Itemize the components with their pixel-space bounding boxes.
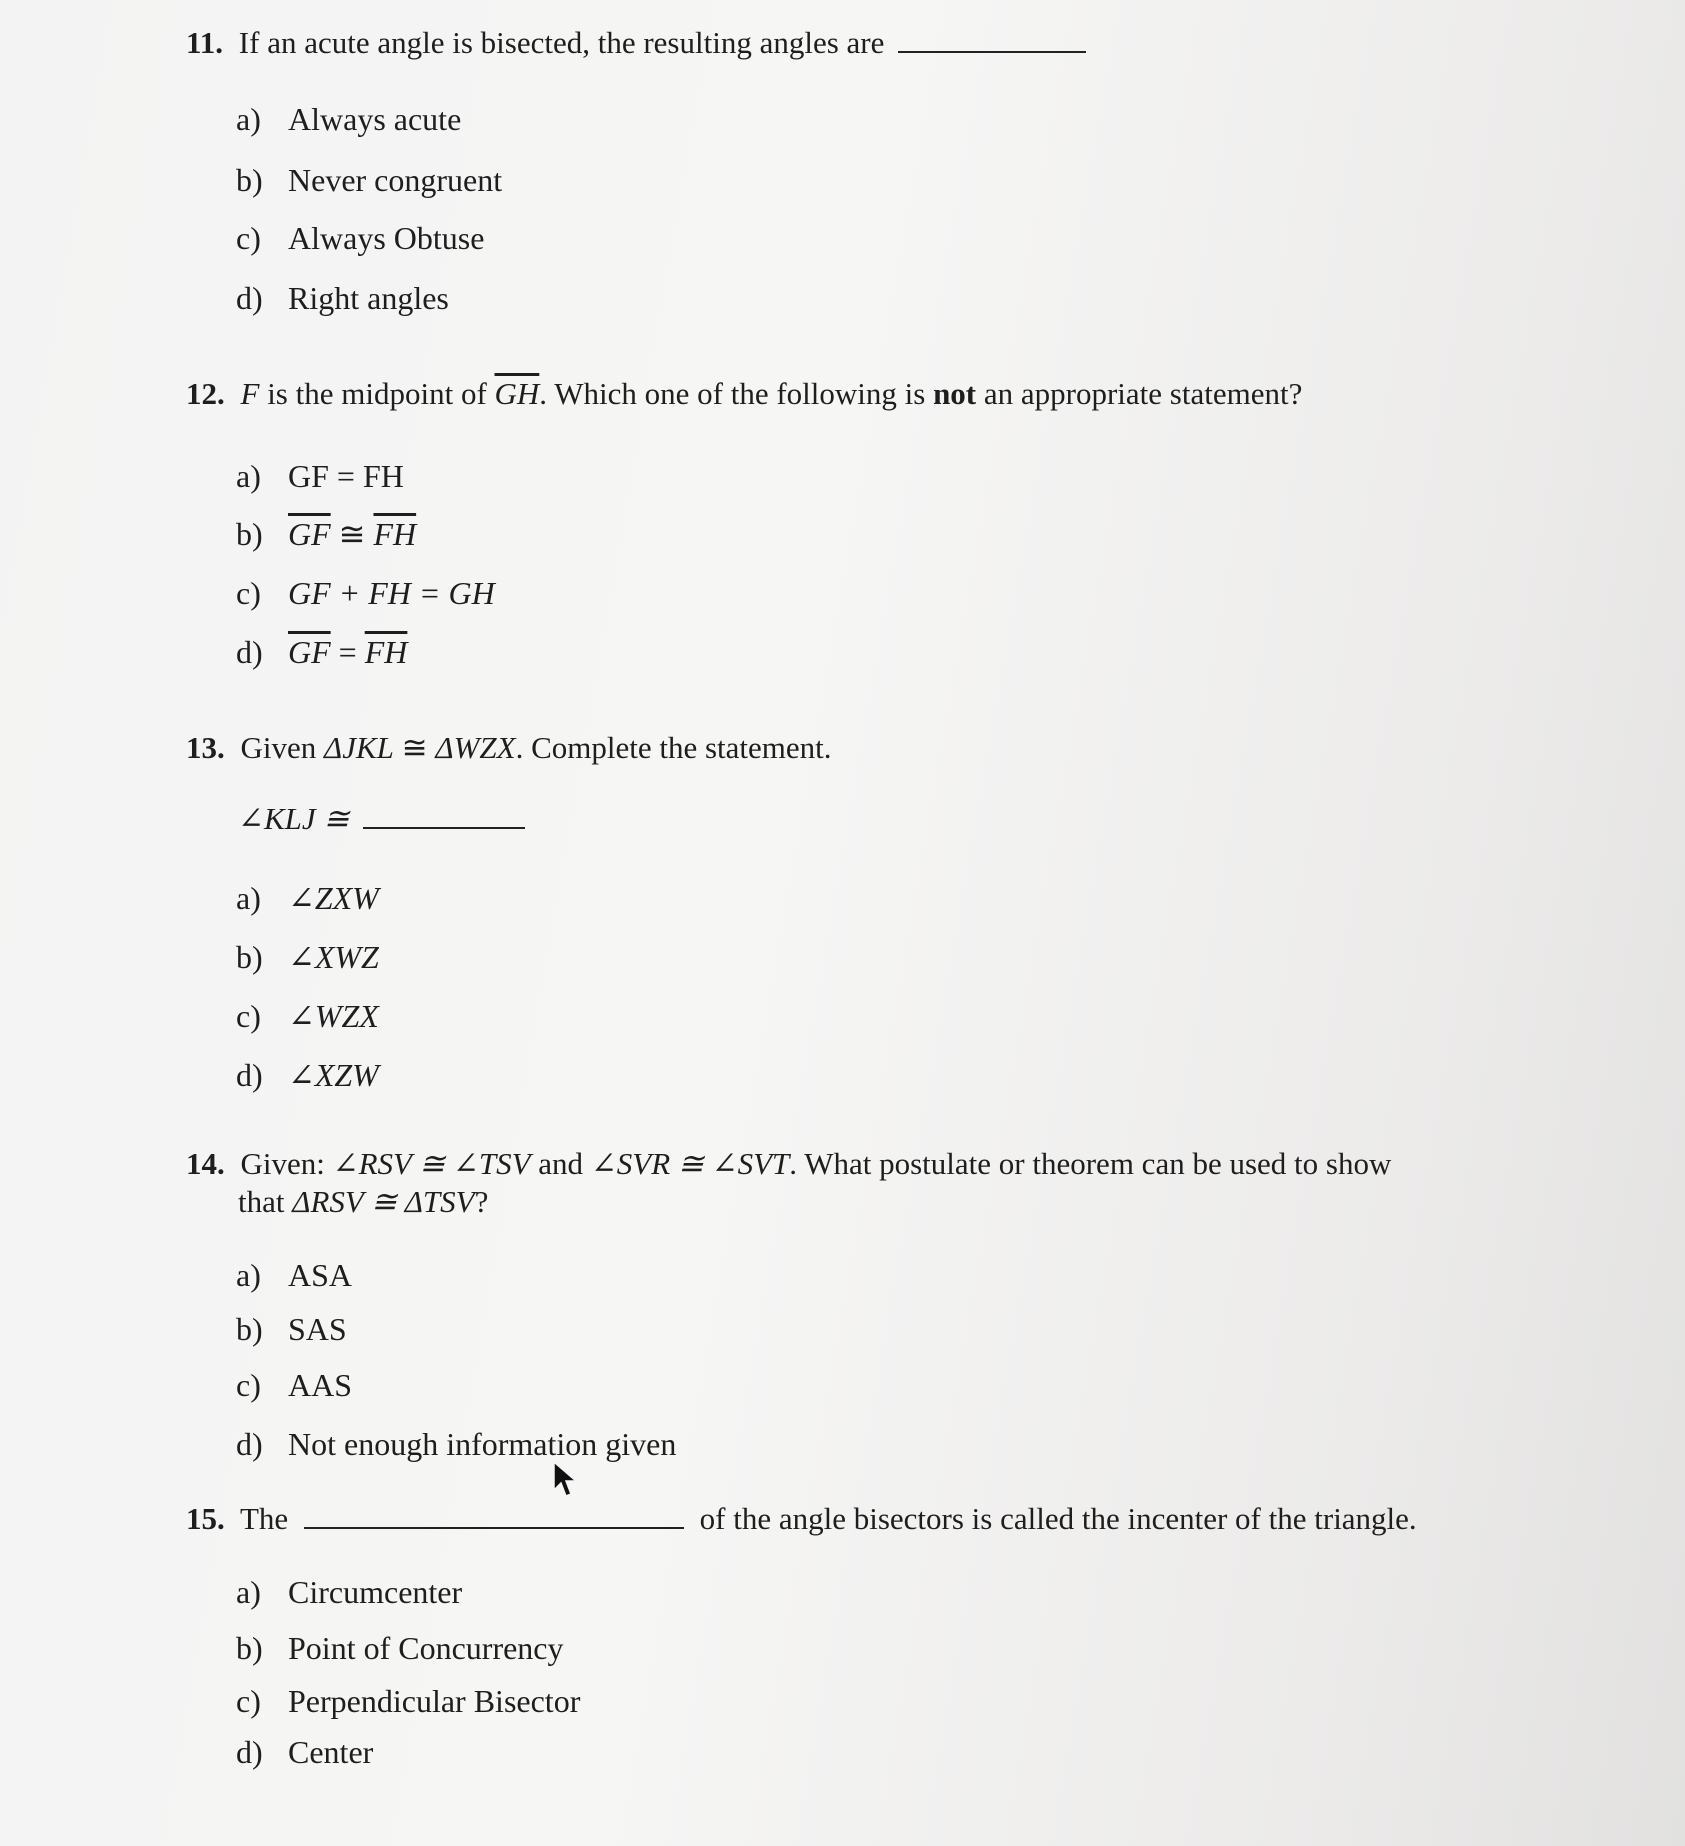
option-label: c) <box>236 998 261 1034</box>
option-text: SAS <box>288 1311 347 1347</box>
option-11d[interactable] <box>236 279 449 317</box>
option-label: a) <box>236 880 261 916</box>
question-text-a: Given <box>240 730 317 765</box>
option-text: ∠XZW <box>288 1057 379 1093</box>
question-text-b: . Which one of the following is <box>539 376 926 411</box>
segment-gh: $\overline{GH}$ <box>494 376 540 411</box>
question-text-b: and <box>538 1146 584 1181</box>
question-text-a: The <box>239 1501 289 1536</box>
triangle-expression: ΔRSV ≅ ΔTSV <box>292 1184 475 1219</box>
arrow-pointer-icon <box>552 1460 578 1500</box>
option-14a[interactable] <box>236 1256 352 1294</box>
option-text: Not enough information given <box>288 1426 677 1462</box>
question-14 <box>186 1145 1436 1221</box>
option-text: ∠XWZ <box>288 939 379 975</box>
option-11c[interactable] <box>236 219 484 257</box>
triangle-wzx: ΔWZX <box>435 730 516 765</box>
option-15a[interactable] <box>236 1573 462 1611</box>
question-number: 11. <box>186 25 224 60</box>
question-text-b: . Complete the statement. <box>515 730 832 765</box>
option-label: b) <box>236 516 263 552</box>
option-12d[interactable] <box>236 633 407 671</box>
option-text: ∠WZX <box>288 998 379 1034</box>
question-text-b: of the angle bisectors is called the incenter of the triangle. <box>699 1501 1417 1536</box>
option-label: d) <box>236 634 263 670</box>
option-14b[interactable] <box>236 1310 347 1348</box>
question-number: 15. <box>186 1501 225 1536</box>
option-text: Circumcenter <box>288 1574 463 1610</box>
option-text: ∠ZXW <box>288 880 379 916</box>
segment-fh: $\overline{FH}$ <box>373 516 417 552</box>
option-11a[interactable] <box>236 100 461 138</box>
option-12b[interactable] <box>236 515 416 553</box>
option-label: a) <box>236 1574 261 1610</box>
answer-blank <box>304 1501 684 1529</box>
question-text-c: . What postulate or theorem can be used to show <box>789 1146 1392 1181</box>
option-label: b) <box>236 1311 263 1347</box>
question-12 <box>186 375 1486 413</box>
option-11b[interactable] <box>236 161 502 199</box>
operator: ≅ <box>401 730 428 765</box>
option-label: a) <box>236 1257 261 1293</box>
question-13 <box>186 729 1486 767</box>
option-text: GF = FH <box>288 458 404 494</box>
option-label: a) <box>236 101 261 137</box>
angle-expression-2: ∠SVR ≅ ∠SVT <box>590 1146 790 1181</box>
question-text-a: Given: <box>240 1146 325 1181</box>
question-text-d: that <box>238 1184 285 1219</box>
option-label: d) <box>236 1734 263 1770</box>
option-13d[interactable] <box>236 1056 379 1094</box>
emphasis-not: not <box>933 376 977 411</box>
option-13a[interactable] <box>236 879 379 917</box>
segment-gf: $\overline{GF}$ <box>288 516 331 552</box>
option-14d[interactable] <box>236 1425 676 1463</box>
option-label: b) <box>236 1630 263 1666</box>
statement-line <box>238 800 525 838</box>
option-text: GF + FH = GH <box>288 575 495 611</box>
angle-expression-1: ∠RSV ≅ ∠TSV <box>332 1146 531 1181</box>
option-text: ASA <box>288 1257 353 1293</box>
question-text-e: ? <box>474 1184 489 1219</box>
option-label: d) <box>236 1426 263 1462</box>
option-label: d) <box>236 280 263 316</box>
option-text: Perpendicular Bisector <box>288 1683 581 1719</box>
variable-f: F <box>240 376 260 411</box>
option-text: Always acute <box>288 101 462 137</box>
question-number: 13. <box>186 730 225 765</box>
triangle-jkl: ΔJKL <box>324 730 394 765</box>
option-15b[interactable] <box>236 1629 564 1667</box>
option-text: Point of Concurrency <box>288 1630 564 1666</box>
option-text: Right angles <box>288 280 449 316</box>
answer-blank <box>898 25 1086 53</box>
option-text: Always Obtuse <box>288 220 485 256</box>
question-11 <box>186 24 1486 62</box>
option-text: AAS <box>288 1367 353 1403</box>
question-text: If an acute angle is bisected, the resulting angles are <box>238 25 885 60</box>
question-15 <box>186 1500 1486 1538</box>
question-text-c: an appropriate statement? <box>983 376 1303 411</box>
option-13b[interactable] <box>236 938 379 976</box>
option-label: d) <box>236 1057 263 1093</box>
question-number: 14. <box>186 1146 225 1181</box>
segment-fh: $\overline{FH}$ <box>364 634 408 670</box>
option-label: c) <box>236 220 261 256</box>
operator: = <box>338 634 357 670</box>
question-number: 12. <box>186 376 225 411</box>
option-12a[interactable] <box>236 457 404 495</box>
option-label: b) <box>236 939 263 975</box>
option-label: a) <box>236 458 261 494</box>
option-15d[interactable] <box>236 1733 373 1771</box>
question-text-a: is the midpoint of <box>267 376 487 411</box>
operator: ≅ <box>338 516 366 552</box>
option-15c[interactable] <box>236 1682 580 1720</box>
option-label: c) <box>236 1683 261 1719</box>
segment-gf: $\overline{GF}$ <box>288 634 331 670</box>
option-text: Center <box>288 1734 374 1770</box>
option-text: Never congruent <box>288 162 503 198</box>
statement-text: ∠KLJ ≅ <box>238 801 350 836</box>
option-label: c) <box>236 1367 261 1403</box>
option-label: c) <box>236 575 261 611</box>
answer-blank <box>363 801 525 829</box>
option-label: b) <box>236 162 263 198</box>
option-12c[interactable] <box>236 574 495 612</box>
option-14c[interactable] <box>236 1366 352 1404</box>
option-13c[interactable] <box>236 997 379 1035</box>
